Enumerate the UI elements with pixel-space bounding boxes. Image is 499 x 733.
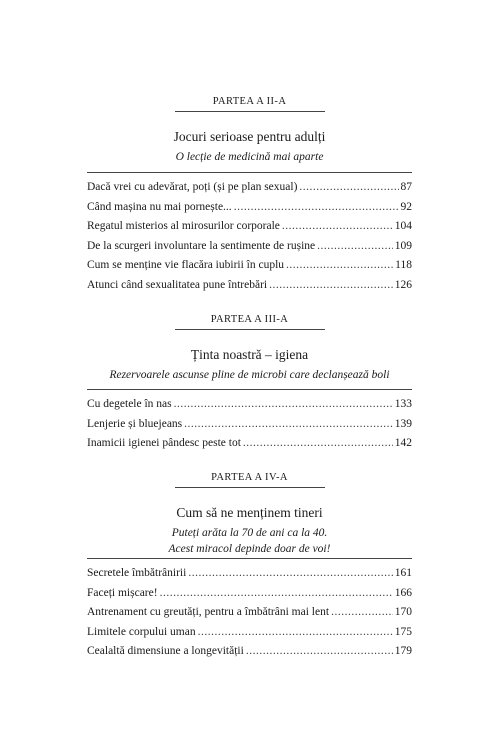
toc-entry[interactable] [87, 217, 412, 237]
part-header-2 [87, 96, 412, 165]
toc-entry[interactable] [87, 237, 412, 257]
leader-dots [188, 564, 392, 584]
entry-page: 87 [400, 181, 412, 193]
entry-page: 166 [394, 586, 412, 599]
entry-title: Regatul misterios al mirosurilor corporale [87, 220, 280, 232]
toc-entry[interactable] [87, 198, 412, 218]
toc-entry[interactable] [87, 642, 412, 662]
entry-title: Când mașina nu mai pornește... [87, 200, 232, 213]
entry-page: 104 [394, 220, 412, 232]
leader-dots [174, 395, 393, 415]
toc-entry[interactable] [87, 603, 412, 623]
entry-title: Lenjerie și bluejeans [87, 417, 183, 430]
part-label: PARTEA A III-A [175, 314, 325, 330]
toc-entry[interactable] [87, 178, 412, 198]
leader-dots [299, 178, 398, 198]
entry-page: 118 [395, 259, 412, 271]
leader-dots [243, 434, 393, 454]
entry-page: 139 [394, 417, 412, 430]
entry-page: 109 [394, 239, 412, 252]
part-title: Ținta noastră – igiena [190, 347, 309, 362]
leader-dots [286, 256, 393, 276]
part-subtitle: Puteți arăta la 70 de ani ca la 40. [171, 527, 328, 539]
entry-page: 126 [394, 278, 412, 291]
entry-title: Dacă vrei cu adevărat, poți (și pe plan sexual) [87, 181, 298, 193]
leader-dots [246, 642, 393, 662]
leader-dots [331, 603, 393, 623]
part-header-3 [87, 314, 412, 383]
part-label: PARTEA A IV-A [175, 472, 325, 488]
entry-title: De la scurgeri involuntare la sentimente de rușine [87, 239, 316, 252]
entry-title: Inamicii igienei pândesc peste tot [87, 437, 241, 449]
leader-dots [198, 623, 393, 643]
toc-entry[interactable] [87, 415, 412, 435]
entry-title: Cealaltă dimensiune a longevității [87, 645, 244, 657]
entry-page: 92 [400, 200, 412, 213]
entry-title: Faceți mișcare! [87, 586, 158, 599]
toc-list-part-4 [87, 558, 412, 662]
entry-page: 161 [394, 567, 412, 579]
entry-title: Secretele îmbătrânirii [87, 567, 187, 579]
entry-page: 142 [394, 437, 412, 449]
entry-title: Cu degetele în nas [87, 398, 172, 410]
entry-page: 179 [394, 645, 412, 657]
toc-entry[interactable] [87, 564, 412, 584]
entry-title: Antrenament cu greutăți, pentru a îmbătrâni mai lent [87, 606, 330, 618]
toc-entry[interactable] [87, 276, 412, 296]
toc-list-part-2 [87, 172, 412, 295]
entry-page: 133 [394, 398, 412, 410]
entry-title: Limitele corpului uman [87, 625, 196, 638]
part-subtitle: Rezervoarele ascunse pline de microbi care declanșează boli [109, 369, 390, 381]
part-title: Jocuri serioase pentru adulți [173, 129, 326, 144]
leader-dots [184, 415, 393, 435]
part-header-4 [87, 472, 412, 557]
part-label: PARTEA A II-A [175, 96, 325, 112]
entry-page: 175 [394, 625, 412, 638]
toc-entry[interactable] [87, 623, 412, 643]
toc-entry[interactable] [87, 584, 412, 604]
toc-list-part-3 [87, 389, 412, 454]
leader-dots [269, 276, 393, 296]
toc-entry[interactable] [87, 434, 412, 454]
leader-dots [317, 237, 393, 257]
leader-dots [160, 584, 393, 604]
entry-title: Atunci când sexualitatea pune întrebări [87, 278, 268, 291]
toc-entry[interactable] [87, 256, 412, 276]
part-subtitle: O lecție de medicină mai aparte [175, 151, 324, 163]
leader-dots [234, 198, 399, 218]
part-subtitle: Acest miracol depinde doar de voi! [168, 543, 331, 555]
entry-page: 170 [394, 606, 412, 618]
toc-entry[interactable] [87, 395, 412, 415]
entry-title: Cum se menține vie flacăra iubirii în cuplu [87, 259, 285, 271]
part-title: Cum să ne menținem tineri [176, 505, 323, 520]
leader-dots [282, 217, 393, 237]
